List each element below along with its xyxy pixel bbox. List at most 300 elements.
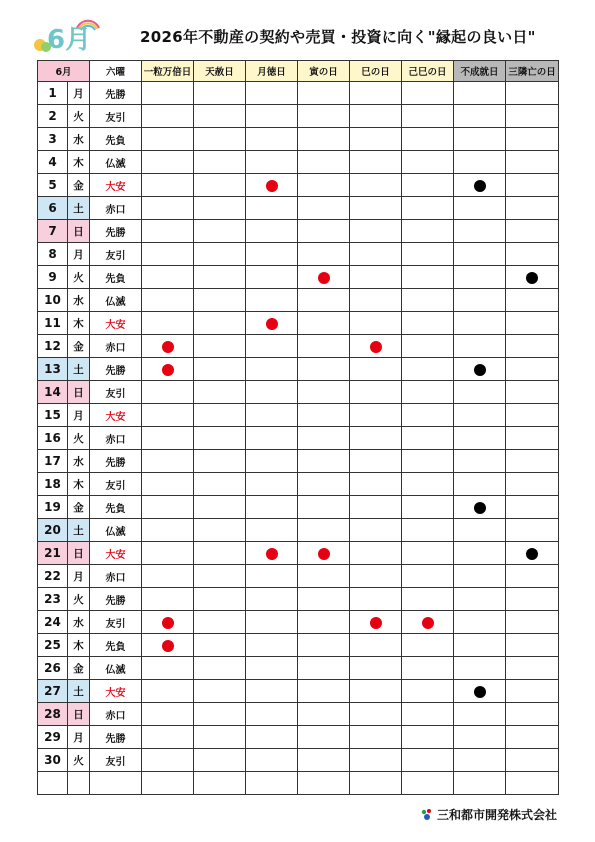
- mark-cell: [298, 519, 350, 542]
- mark-cell: [350, 358, 402, 381]
- mark-cell: [350, 82, 402, 105]
- mark-cell: [402, 404, 454, 427]
- mark-cell: [506, 703, 559, 726]
- table-row: [38, 473, 559, 496]
- mark-cell: [142, 588, 194, 611]
- mark-cell: [454, 680, 506, 703]
- mark-cell: [506, 496, 559, 519]
- day-number: 20: [38, 519, 68, 542]
- empty-cell: [350, 772, 402, 795]
- rokuyo-cell: 先勝: [90, 726, 142, 749]
- col-header-ichiryu: 一粒万倍日: [142, 61, 194, 82]
- mark-cell: [142, 450, 194, 473]
- mark-cell: [246, 289, 298, 312]
- mark-cell: [194, 404, 246, 427]
- mark-cell: [402, 657, 454, 680]
- weekday: 金: [68, 657, 90, 680]
- mark-cell: [194, 358, 246, 381]
- mark-cell: [194, 634, 246, 657]
- mark-cell: [142, 749, 194, 772]
- mark-cell: [246, 174, 298, 197]
- mark-cell: [142, 680, 194, 703]
- day-number: 25: [38, 634, 68, 657]
- lucky-dot: [266, 180, 278, 192]
- mark-cell: [142, 381, 194, 404]
- table-row: [38, 220, 559, 243]
- weekday: 日: [68, 703, 90, 726]
- mark-cell: [506, 404, 559, 427]
- mark-cell: [454, 151, 506, 174]
- page-title: 2026年不動産の契約や売買・投資に向く"縁起の良い日": [140, 28, 536, 46]
- day-number: 9: [38, 266, 68, 289]
- mark-cell: [142, 105, 194, 128]
- day-number: 8: [38, 243, 68, 266]
- mark-cell: [298, 174, 350, 197]
- rokuyo-cell: 先負: [90, 496, 142, 519]
- mark-cell: [142, 128, 194, 151]
- mark-cell: [194, 588, 246, 611]
- mark-cell: [506, 726, 559, 749]
- mark-cell: [454, 289, 506, 312]
- mark-cell: [402, 703, 454, 726]
- lucky-dot: [422, 617, 434, 629]
- rokuyo-cell: 友引: [90, 611, 142, 634]
- mark-cell: [454, 358, 506, 381]
- day-number: 18: [38, 473, 68, 496]
- mark-cell: [246, 703, 298, 726]
- mark-cell: [246, 427, 298, 450]
- mark-cell: [454, 542, 506, 565]
- mark-cell: [350, 335, 402, 358]
- lucky-dot: [370, 341, 382, 353]
- mark-cell: [194, 335, 246, 358]
- mark-cell: [142, 565, 194, 588]
- col-header-tensha: 天赦日: [194, 61, 246, 82]
- mark-cell: [402, 588, 454, 611]
- weekday: 土: [68, 680, 90, 703]
- weekday: 月: [68, 82, 90, 105]
- mark-cell: [246, 450, 298, 473]
- weekday: 月: [68, 404, 90, 427]
- mark-cell: [402, 243, 454, 266]
- mark-cell: [350, 726, 402, 749]
- table-row: [38, 266, 559, 289]
- mark-cell: [402, 427, 454, 450]
- weekday: 火: [68, 427, 90, 450]
- mark-cell: [194, 427, 246, 450]
- mark-cell: [298, 312, 350, 335]
- table-row: [38, 588, 559, 611]
- rokuyo-cell: 大安: [90, 542, 142, 565]
- logo-month-text: 6月: [47, 25, 92, 54]
- table-row: [38, 358, 559, 381]
- lucky-dot: [266, 548, 278, 560]
- month-header: 6月: [38, 61, 90, 82]
- col-header-tora: 寅の日: [298, 61, 350, 82]
- mark-cell: [194, 657, 246, 680]
- empty-cell: [142, 772, 194, 795]
- mark-cell: [298, 634, 350, 657]
- mark-cell: [298, 220, 350, 243]
- mark-cell: [194, 611, 246, 634]
- mark-cell: [454, 197, 506, 220]
- weekday: 月: [68, 726, 90, 749]
- rokuyo-cell: 先負: [90, 634, 142, 657]
- mark-cell: [350, 703, 402, 726]
- mark-cell: [402, 542, 454, 565]
- day-number: 14: [38, 381, 68, 404]
- mark-cell: [350, 128, 402, 151]
- mark-cell: [298, 266, 350, 289]
- mark-cell: [402, 128, 454, 151]
- rokuyo-cell: 大安: [90, 174, 142, 197]
- mark-cell: [246, 358, 298, 381]
- weekday: 水: [68, 450, 90, 473]
- table-row: [38, 151, 559, 174]
- company-footer: [420, 806, 557, 824]
- mark-cell: [506, 128, 559, 151]
- calendar-body: [38, 82, 559, 795]
- mark-cell: [350, 657, 402, 680]
- unlucky-dot: [474, 502, 486, 514]
- table-row: [38, 335, 559, 358]
- weekday: 火: [68, 588, 90, 611]
- day-number: 29: [38, 726, 68, 749]
- rokuyo-cell: 大安: [90, 404, 142, 427]
- empty-row: [38, 772, 559, 795]
- mark-cell: [506, 335, 559, 358]
- mark-cell: [402, 473, 454, 496]
- mark-cell: [194, 266, 246, 289]
- rokuyo-cell: 赤口: [90, 427, 142, 450]
- mark-cell: [246, 749, 298, 772]
- rokuyo-cell: 先勝: [90, 82, 142, 105]
- mark-cell: [402, 749, 454, 772]
- table-row: [38, 289, 559, 312]
- mark-cell: [194, 473, 246, 496]
- mark-cell: [350, 611, 402, 634]
- mark-cell: [298, 335, 350, 358]
- mark-cell: [246, 542, 298, 565]
- mark-cell: [246, 82, 298, 105]
- lucky-dot: [370, 617, 382, 629]
- rokuyo-cell: 赤口: [90, 197, 142, 220]
- weekday: 日: [68, 220, 90, 243]
- mark-cell: [350, 220, 402, 243]
- mark-cell: [142, 312, 194, 335]
- mark-cell: [246, 151, 298, 174]
- lucky-dot: [266, 318, 278, 330]
- table-row: [38, 427, 559, 450]
- day-number: 7: [38, 220, 68, 243]
- mark-cell: [194, 174, 246, 197]
- mark-cell: [246, 197, 298, 220]
- header-row: [38, 61, 559, 82]
- mark-cell: [298, 128, 350, 151]
- rokuyo-cell: 大安: [90, 312, 142, 335]
- table-row: [38, 197, 559, 220]
- mark-cell: [194, 82, 246, 105]
- mark-cell: [298, 381, 350, 404]
- mark-cell: [298, 496, 350, 519]
- mark-cell: [246, 634, 298, 657]
- empty-cell: [246, 772, 298, 795]
- table-row: [38, 381, 559, 404]
- rokuyo-cell: 赤口: [90, 565, 142, 588]
- mark-cell: [402, 335, 454, 358]
- mark-cell: [350, 266, 402, 289]
- mark-cell: [350, 473, 402, 496]
- mark-cell: [402, 105, 454, 128]
- mark-cell: [298, 657, 350, 680]
- mark-cell: [194, 749, 246, 772]
- mark-cell: [142, 243, 194, 266]
- mark-cell: [402, 726, 454, 749]
- rokuyo-cell: 仏滅: [90, 519, 142, 542]
- mark-cell: [246, 105, 298, 128]
- mark-cell: [454, 749, 506, 772]
- mark-cell: [506, 151, 559, 174]
- mark-cell: [142, 703, 194, 726]
- mark-cell: [298, 243, 350, 266]
- mark-cell: [142, 358, 194, 381]
- day-number: 4: [38, 151, 68, 174]
- mark-cell: [194, 220, 246, 243]
- mark-cell: [298, 749, 350, 772]
- mark-cell: [350, 197, 402, 220]
- mark-cell: [246, 611, 298, 634]
- mark-cell: [506, 749, 559, 772]
- table-row: [38, 128, 559, 151]
- mark-cell: [402, 634, 454, 657]
- col-header-fujoju: 不成就日: [454, 61, 506, 82]
- day-number: 1: [38, 82, 68, 105]
- mark-cell: [142, 151, 194, 174]
- rokuyo-cell: 大安: [90, 680, 142, 703]
- mark-cell: [506, 82, 559, 105]
- unlucky-dot: [474, 364, 486, 376]
- day-number: 12: [38, 335, 68, 358]
- unlucky-dot: [474, 180, 486, 192]
- empty-cell: [68, 772, 90, 795]
- weekday: 月: [68, 243, 90, 266]
- mark-cell: [506, 174, 559, 197]
- mark-cell: [246, 335, 298, 358]
- mark-cell: [142, 404, 194, 427]
- empty-cell: [298, 772, 350, 795]
- mark-cell: [246, 473, 298, 496]
- mark-cell: [402, 197, 454, 220]
- day-number: 28: [38, 703, 68, 726]
- mark-cell: [454, 404, 506, 427]
- empty-cell: [90, 772, 142, 795]
- mark-cell: [194, 496, 246, 519]
- mark-cell: [506, 450, 559, 473]
- mark-cell: [506, 542, 559, 565]
- mark-cell: [142, 473, 194, 496]
- month-logo-icon: [31, 18, 101, 54]
- table-row: [38, 404, 559, 427]
- mark-cell: [402, 266, 454, 289]
- mark-cell: [350, 588, 402, 611]
- mark-cell: [402, 358, 454, 381]
- mark-cell: [246, 381, 298, 404]
- day-number: 15: [38, 404, 68, 427]
- weekday: 水: [68, 128, 90, 151]
- mark-cell: [142, 82, 194, 105]
- mark-cell: [454, 427, 506, 450]
- lucky-dot: [162, 617, 174, 629]
- mark-cell: [506, 220, 559, 243]
- mark-cell: [298, 542, 350, 565]
- table-row: [38, 243, 559, 266]
- mark-cell: [142, 266, 194, 289]
- weekday: 金: [68, 174, 90, 197]
- mark-cell: [298, 726, 350, 749]
- weekday: 月: [68, 565, 90, 588]
- mark-cell: [402, 82, 454, 105]
- day-number: 26: [38, 657, 68, 680]
- mark-cell: [454, 588, 506, 611]
- lucky-dot: [318, 548, 330, 560]
- weekday: 木: [68, 312, 90, 335]
- weekday: 日: [68, 381, 90, 404]
- mark-cell: [194, 450, 246, 473]
- table-row: [38, 611, 559, 634]
- col-header-mi: 巳の日: [350, 61, 402, 82]
- mark-cell: [454, 174, 506, 197]
- table-row: [38, 312, 559, 335]
- mark-cell: [142, 289, 194, 312]
- rokuyo-cell: 先負: [90, 128, 142, 151]
- mark-cell: [402, 519, 454, 542]
- table-row: [38, 749, 559, 772]
- col-header-tsuchinotomi: 己巳の日: [402, 61, 454, 82]
- mark-cell: [454, 128, 506, 151]
- mark-cell: [350, 381, 402, 404]
- weekday: 火: [68, 105, 90, 128]
- mark-cell: [194, 128, 246, 151]
- empty-cell: [402, 772, 454, 795]
- mark-cell: [246, 565, 298, 588]
- mark-cell: [194, 519, 246, 542]
- rokuyo-cell: 仏滅: [90, 289, 142, 312]
- mark-cell: [246, 404, 298, 427]
- day-number: 17: [38, 450, 68, 473]
- mark-cell: [350, 496, 402, 519]
- mark-cell: [194, 151, 246, 174]
- mark-cell: [454, 473, 506, 496]
- mark-cell: [350, 404, 402, 427]
- mark-cell: [402, 611, 454, 634]
- mark-cell: [506, 105, 559, 128]
- mark-cell: [298, 82, 350, 105]
- day-number: 13: [38, 358, 68, 381]
- day-number: 23: [38, 588, 68, 611]
- rokuyo-header: 六曜: [90, 61, 142, 82]
- mark-cell: [246, 680, 298, 703]
- mark-cell: [350, 427, 402, 450]
- day-number: 24: [38, 611, 68, 634]
- mark-cell: [142, 496, 194, 519]
- mark-cell: [506, 381, 559, 404]
- mark-cell: [350, 749, 402, 772]
- mark-cell: [506, 565, 559, 588]
- mark-cell: [246, 266, 298, 289]
- mark-cell: [142, 335, 194, 358]
- mark-cell: [350, 680, 402, 703]
- day-number: 6: [38, 197, 68, 220]
- mark-cell: [142, 542, 194, 565]
- mark-cell: [454, 266, 506, 289]
- rokuyo-cell: 先勝: [90, 358, 142, 381]
- table-row: [38, 703, 559, 726]
- day-number: 16: [38, 427, 68, 450]
- weekday: 木: [68, 473, 90, 496]
- mark-cell: [350, 243, 402, 266]
- unlucky-dot: [526, 548, 538, 560]
- lucky-dot: [318, 272, 330, 284]
- mark-cell: [194, 243, 246, 266]
- mark-cell: [402, 151, 454, 174]
- weekday: 火: [68, 749, 90, 772]
- mark-cell: [506, 519, 559, 542]
- table-row: [38, 82, 559, 105]
- lucky-dot: [162, 640, 174, 652]
- company-name: 三和都市開発株式会社: [436, 808, 557, 822]
- mark-cell: [350, 174, 402, 197]
- mark-cell: [350, 450, 402, 473]
- mark-cell: [506, 657, 559, 680]
- mark-cell: [454, 220, 506, 243]
- weekday: 水: [68, 611, 90, 634]
- mark-cell: [142, 657, 194, 680]
- mark-cell: [142, 197, 194, 220]
- mark-cell: [454, 450, 506, 473]
- mark-cell: [246, 496, 298, 519]
- mark-cell: [506, 611, 559, 634]
- mark-cell: [506, 358, 559, 381]
- mark-cell: [246, 657, 298, 680]
- mark-cell: [350, 519, 402, 542]
- table-row: [38, 496, 559, 519]
- mark-cell: [298, 427, 350, 450]
- mark-cell: [194, 726, 246, 749]
- mark-cell: [194, 312, 246, 335]
- mark-cell: [350, 151, 402, 174]
- rokuyo-cell: 先負: [90, 266, 142, 289]
- mark-cell: [506, 266, 559, 289]
- mark-cell: [298, 197, 350, 220]
- mark-cell: [194, 197, 246, 220]
- empty-cell: [506, 772, 559, 795]
- mark-cell: [402, 174, 454, 197]
- mark-cell: [194, 105, 246, 128]
- day-number: 30: [38, 749, 68, 772]
- weekday: 日: [68, 542, 90, 565]
- mark-cell: [246, 220, 298, 243]
- mark-cell: [350, 542, 402, 565]
- weekday: 土: [68, 519, 90, 542]
- mark-cell: [454, 243, 506, 266]
- mark-cell: [350, 105, 402, 128]
- mark-cell: [454, 335, 506, 358]
- rokuyo-cell: 赤口: [90, 335, 142, 358]
- weekday: 木: [68, 151, 90, 174]
- mark-cell: [506, 289, 559, 312]
- mark-cell: [506, 197, 559, 220]
- weekday: 金: [68, 335, 90, 358]
